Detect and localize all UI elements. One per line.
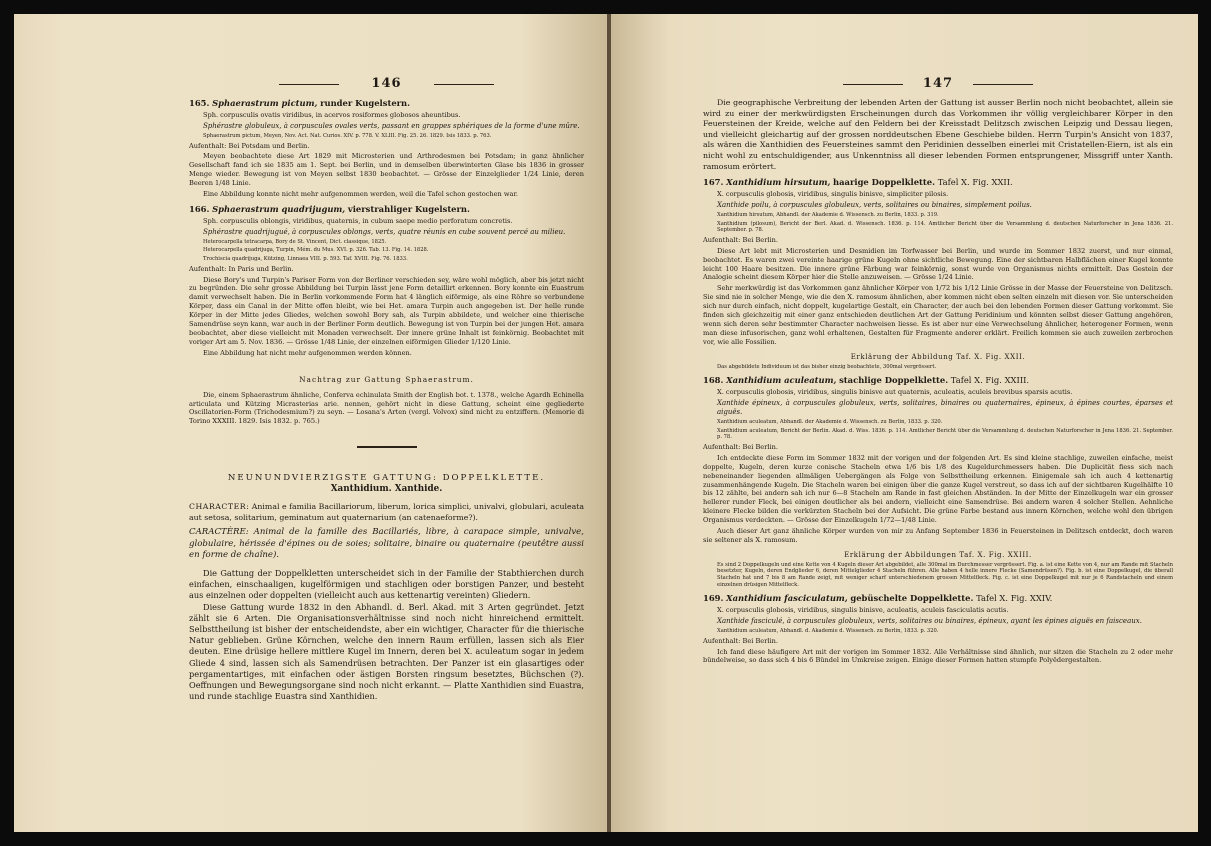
book-spread <box>14 14 1198 832</box>
synonym-reference: Sphaerastrum pictum, Meyen, Nov. Act. Nat. Curios. XIV. p. 778. V. XLIII. Fig. 25. 26. 1829. Isis 1833. p. 763. <box>203 132 492 139</box>
species-heading <box>189 98 584 109</box>
synonym-reference: Heterocarpella quadrijuga, Turpin, Mém. du Mus. XVI. p. 326. Tab. 13. Fig. 14. 1828. <box>203 247 429 254</box>
habitat: Aufenthalt: Bei Potsdam und Berlin. <box>189 141 310 150</box>
species-name: Xanthidium hirsutum, <box>726 177 831 188</box>
synonym-reference: Xanthidium aculeatum, Abhandl. d. Akademie d. Wissensch. zu Berlin, 1833. p. 320. <box>717 628 939 635</box>
species-heading <box>703 593 1173 604</box>
species-common-name: haarige Doppelklette. <box>833 177 936 188</box>
latin-diagnosis: Sph. corpusculis ovatis viridibus, in acervos rosiformes globosos aheuntibus. <box>203 111 461 119</box>
genus-subtitle: Xanthidium. Xanthide. <box>330 484 443 495</box>
page-number-header <box>703 76 1173 92</box>
species-number: 167. <box>703 177 724 188</box>
french-diagnosis: Xanthide épineux, à corpuscules globuleux, verts, solitaires, binaires ou quaternaires, épineux, à épines courtes, éparses et aiguës. <box>717 399 1173 417</box>
species-heading <box>703 177 1173 188</box>
right-page-content <box>703 76 1173 667</box>
synonym-reference: Xanthidium aculeatum, Bericht der Berlin. Akad. d. Wiss. 1836. p. 114. Amtlicher Bericht über die Versammlung d. deutschen Naturforscher in Jena 1836. 21. September. p. 78. <box>717 427 1173 441</box>
character-label: CHARACTER: <box>189 502 250 512</box>
species-name: Xanthidium aculeatum, <box>726 375 837 386</box>
latin-diagnosis: X. corpusculis globosis, viridibus, singulis binisve aut quaternis, aculeatis, aculeis brevibus sparsis acutis. <box>717 388 1073 397</box>
species-description: Ich entdeckte diese Form im Sommer 1832 mit der vorigen und der folgenden Art. Es sind kleine stachlige, zuweilen einfache, meist doppelte, Kugeln, deren kurze conische Stacheln etwa 1/6 bis 1/8 des Kugeldurchmessers haben. Die Duplicität fiess sich nach nebeneinander liegenden allmäligen Uebergängen als Folge von Selbsttheilung erkennen. Einigemale sah ich auch 4 kettenartig zusammenhängende Kugeln. Die Stacheln waren bei einigen über die ganze Kugel verstreut, so dass ich auf der sichtbaren Kugelhälfte 10 bis 12 zählte, bei andern sah ich nur 6—8 Stacheln am Rande in fast gleichen Abständen. In der Mitte der Einzelkugeln war ein grosser hellerer runder Fleck, bei einigen deutlicher als bei andern, vielleicht eine Samendrüse. Bei andern waren 4 solcher Stellen. Aehnliche kleinere Flecke bilden die verkürzten Stacheln bei der Aufsicht. Die grüne Farbe bestand aus innern Körnchen, welche wohl den übrigen Organismus verdeckten. — Grösse der Einzelkugeln 1/72—1/48 Linie. <box>703 453 1173 525</box>
header-rule-left <box>843 84 903 85</box>
synonym-reference: Xanthidium (pilosum), Bericht der Berl. Akad. d. Wissensch. 1836. p. 114. Amtlicher Bericht über die Versammlung d. deutschen Naturforscher in Jena 1836. 21. September. p. 78. <box>717 220 1173 234</box>
figure-caption-title: Erklärung der Abbildung Taf. X. Fig. XXII. <box>850 352 1026 361</box>
synonym-reference: Trochiscia quadrijuga, Kützing, Linnaea VIII. p. 593. Taf. XVIII. Fig. 76. 1833. <box>203 256 408 263</box>
species-description: Meyen beobachtete diese Art 1829 mit Microsterien und Arthrodesmen bei Potsdam; in ganz ähnlicher Gesellschaft fand ich sie 1835 am 1. Sept. bei Berlin, und in demselben überwinterten Glase bis 1836 in grosser Menge wieder. Bewegung ist von Meyen selbst 1830 beobachtet. — Grösse der Einzelglieder 1/24 Linie, deren Beeren 1/48 Linie. <box>189 152 584 188</box>
genus-description <box>189 568 584 702</box>
caractere-label: CARACTÈRE: <box>189 527 249 538</box>
figure-caption-title: Erklärung der Abbildungen Taf. X. Fig. XXIII. <box>844 550 1032 559</box>
header-rule-right <box>434 84 494 85</box>
synonym-reference: Heterocarpella tetracarpa, Bory de St. Vincent, Dict. classique, 1825. <box>203 238 387 245</box>
genus-paragraph: Diese Gattung wurde 1832 in den Abhandl. d. Berl. Akad. mit 3 Arten gegründet. Jetzt zählt sie 6 Arten. Die Organisationsverhältnisse sind noch nicht hinreichend ermittelt. Selbsttheilung ist bisher der entscheidendste, aber ein wichtiger, Character für die thierische Natur geblieben. Grüne Körnchen, welche den innern Raum erfüllen, lassen sich als Eier deuten. Eine drüsige hellere mittlere Kugel im Innern, deren bei X. aculeatum sogar in jedem Gliede 4 sind, lassen sich als Samendrüsen betrachten. Der Panzer ist ein glasartiges oder pergamentartiges, mit einfachen oder ästigen Borsten ringsum besetztes, Büchschen (?). Oeffnungen und Bewegungsorgane sind noch nicht erkannt. — Platte Xanthidien sind Euastra, und runde stachlige Euastra sind Xanthidien. <box>189 601 584 702</box>
plate-reference: Tafel X. Fig. XXII. <box>937 177 1013 188</box>
species-number: 166. <box>189 203 210 214</box>
genus-caractere <box>189 527 584 562</box>
right-page <box>611 14 1198 832</box>
genus-paragraph: Die Gattung der Doppelkletten unterscheidet sich in der Familie der Stabthierchen durch einfachen, einschaaligen, kugelförmigen und stachligen oder borstigen Panzer, und besteht aus einzelnen oder doppelten (vielleicht auch aus kettenartig vereinten) Gliedern. <box>189 568 584 601</box>
species-name: Sphaerastrum pictum, <box>212 98 318 108</box>
latin-diagnosis: X. corpusculis globosis, viridibus, singulis binisve, aculeatis, aculeis fasciculatis acutis. <box>717 606 1009 615</box>
synonym-reference: Xanthidium aculeatum, Abhandl. der Akademie d. Wissensch. zu Berlin, 1833. p. 320. <box>717 419 943 426</box>
habitat: Aufenthalt: In Paris und Berlin. <box>189 264 294 273</box>
species-heading <box>703 375 1173 386</box>
latin-diagnosis: X. corpusculis globosis, viridibus, singulis binisve, simpliciter pilosis. <box>717 190 949 199</box>
species-common-name: runder Kugelstern. <box>320 98 411 108</box>
addendum-body: Die, einem Sphaerastrum ähnliche, Conferva echinulata Smith der English bot. t. 1378., welche Agardh Echinella articulata und Kützing Micrasterias arie. nennen, gehört nicht in diese Gattung, scheint eine gegliederte Oscillatorien-Form (Trichodesmium?) zu seyn. — Losana's Arten (vergl. Volvox) sind nicht zu entziffern. (Memorie di Torino XXXIII. 1829. Isis 1832. p. 765.) <box>189 390 584 426</box>
plate-reference: Tafel X. Fig. XXIII. <box>950 375 1030 386</box>
character-text: Animal e familia Bacillariorum, liberum, lorica simplici, univalvi, globulari, aculeata aut setosa, solitarium, geminatum aut quaternarium (an catenaeforme?). <box>189 502 584 522</box>
french-diagnosis: Xanthide fasciculé, à corpuscules globuleux, verts, solitaires ou binaires, épineux, ayant les épines aiguës en faisceaux. <box>717 617 1142 626</box>
species-description: Diese Art lebt mit Microsterien und Desmidien im Torfwasser bei Berlin, und wurde im Sommer 1832 zuerst, und nur einmal, beobachtet. Es waren zwei vereinte haarige grüne Kugeln ohne sichtliche Bewegung. Eine der sichtbaren Halbflächen einer Kugel konnte leicht 100 Haare besitzen. Die innere grüne Färbung war feinkörnig, sonst wurde von Organismus nichts ermittelt. Das Gestein der Analogie scheint diesem Körper hier die Stelle anzuweisen. — Grösse 1/24 Linie. <box>703 246 1173 282</box>
species-description: Diese Bory's und Turpin's Pariser Form von der Berliner verschieden sey, wäre wohl möglich, aber bis jetzt nicht zu begründen. Die sehr grosse Abbildung bei Turpin lässt jene Form detaillirt erkennen. Bory konnte ein Euastrum damit verwechselt haben. Die in Berlin vorkommende Form hat 4 länglich eiförmige, als eine Röhre so verbundene Körper, dass ein Canal in der Mitte offen bleibt, wie bei Het. amara Turpin auch angegeben ist. Der helle runde Körper in der Mitte jedes Gliedes, welchen sowohl Bory sah, als Turpin abbildete, und welcher eine thierische Samendrüse seyn kann, war auch in der Berliner Form deutlich. Bewegung ist von Turpin bei der jungen Het. amara beobachtet, aber diese vielleicht mit Monaden verwechselt. Der innere grüne Inhalt ist feinkörnig. Beobachtet mit voriger Art am 5. Nov. 1836. — Grösse 1/48 Linie, der einzelnen eiförmigen Glieder 1/120 Linie. <box>189 275 584 346</box>
caractere-text: Animal de la famille des Bacillariés, libre, à carapace simple, univalve, globulaire, hérissée d'épines ou de soies; solitaire, binaire ou quaternaire (peutêtre aussi en forme de chaîne). <box>189 527 585 561</box>
species-description: Auch dieser Art ganz ähnliche Körper wurden von mir zu Anfang September 1836 in Feuersteinen in Delitzsch entdeckt, doch waren sie seltener als X. ramosum. <box>703 527 1173 544</box>
left-page <box>14 14 609 832</box>
header-rule-left <box>279 84 339 85</box>
genus-title: NEUNUNDVIERZIGSTE GATTUNG: DOPPELKLETTE. <box>227 473 546 484</box>
habitat: Aufenthalt: Bei Berlin. <box>703 235 778 244</box>
plate-reference: Tafel X. Fig. XXIV. <box>976 593 1053 604</box>
species-common-name: vierstrahliger Kugelstern. <box>347 203 470 214</box>
page-number: 147 <box>922 76 954 91</box>
species-number: 165. <box>189 98 210 108</box>
addendum-title: Nachtrag zur Gattung Sphaerastrum. <box>299 374 474 384</box>
synonym-reference: Xanthidium hirsutum, Abhandl. der Akademie d. Wissensch. zu Berlin, 1833. p. 319. <box>717 212 939 219</box>
header-rule-right <box>973 84 1033 85</box>
species-name: Xanthidium fasciculatum, <box>726 593 848 604</box>
habitat: Aufenthalt: Bei Berlin. <box>703 636 778 645</box>
section-separator <box>357 446 417 448</box>
species-heading <box>189 204 584 215</box>
latin-diagnosis: Sph. corpusculis oblongis, viridibus, quaternis, in cubum saepe medio perforatum concretis. <box>203 216 513 225</box>
figure-caption-text: Es sind 2 Doppelkugeln und eine Kette von 4 Kugeln dieser Art abgebildet, alle 300mal im Durchmesser vergrössert. Fig. a. ist eine Kette von 4, nur am Rande mit Stacheln besetzter, Kugeln, deren Endglieder 6, deren Mittelglieder 4 Stacheln führen. Alle haben 4 helle innere Flecke (Samendrüsen?). Fig. b. ist eine Doppelkugel, die überall Stacheln hat und 7 bis 8 am Rande zeigt, mit weniger scharf unterschiedenem grossen Mittelfleck. Fig. c. ist eine Doppelkugel mit nur je 6 Randstacheln und einem einzelnen drüsigen Mittelfleck. <box>717 561 1173 588</box>
french-diagnosis: Sphérastre globuleux, à corpuscules ovales verts, passant en grappes sphériques de la forme d'une mûre. <box>203 121 580 130</box>
species-common-name: gebüschelte Doppelklette. <box>850 593 974 604</box>
french-diagnosis: Xanthide poilu, à corpuscules globuleux, verts, solitaires ou binaires, simplement poilus. <box>717 201 1032 210</box>
french-diagnosis: Sphérastre quadrijugué, à corpuscules oblongs, verts, quatre réunis en cube souvent percé au milieu. <box>203 227 566 236</box>
species-note: Eine Abbildung hat nicht mehr aufgenommen werden können. <box>203 348 412 357</box>
species-number: 168. <box>703 375 724 386</box>
species-description: Ich fand diese häufigere Art mit der vorigen im Sommer 1832. Alle Verhältnisse sind ähnlich, nur sitzen die Stacheln zu 2 oder mehr bündelweise, so dass sich 4 bis 6 Bündel im Umkreise zeigen. Einige dieser Formen hatten stumpfe Polyëdergestalten. <box>703 647 1173 665</box>
left-page-content <box>189 76 584 702</box>
species-common-name: stachlige Doppelklette. <box>839 375 949 386</box>
species-number: 169. <box>703 593 724 604</box>
species-description: Sehr merkwürdig ist das Vorkommen ganz ähnlicher Körper von 1/72 bis 1/12 Linie Grösse in der Masse der Feuersteine von Delitzsch. Sie sind nie in solcher Menge, wie die den X. ramosum ähnlichen, aber kommen nicht eben selten einzeln mit diesen vor. Sie unterscheiden sich nur durch einfach, nicht doppelt, kugelartige Gestalt, ein Character, der auch bei den lebenden Formen dieser Gattung vorkommt. Sie finden sich gleichzeitig mit einer ganz entschieden deutlichen Art der Gattung Peridinium und könnten selbst dieser Gattung angehören, wenn sich deren sehr bestimmter Character nachweisen liesse. Es ist aber nur eine Verwechselung ähnlicher, heterogener Formen, wenn man diese infusorischen, ganz wohl erhaltenen, Gestalten für Fragmente anderer erklärt. Freilich kommen sie auch zuweilen zerbrochen vor, wie alle Fossilien. <box>703 284 1173 346</box>
habitat: Aufenthalt: Bei Berlin. <box>703 442 778 451</box>
page-number-header <box>189 76 584 92</box>
species-note: Eine Abbildung konnte nicht mehr aufgenommen werden, weil die Tafel schon gestochen war. <box>203 190 518 199</box>
species-name: Sphaerastrum quadrijugum, <box>212 203 346 214</box>
genus-character <box>189 502 584 523</box>
intro-paragraph: Die geographische Verbreitung der lebenden Arten der Gattung ist ausser Berlin noch nicht beobachtet, allein sie wird zu einer der merkwürdigsten Erscheinungen durch das Vorkommen ihr völlig vergleichbarer Körper in den Feuersteinen der Kreide, welche auf den Feldern bei der Kreisstadt Delitzsch zwischen Leipzig und Dessau liegen, und vielleicht gleichartig auf der grossen norddeutschen Ebene Geschiebe bilden. Herrn Turpin's Ansicht von 1837, als wären die Xanthidien des Feuersteines sammt den Peridinien desselben einerlei mit Cristatellen-Eiern, ist als ein nicht wohl zu entschuldigender, aus Unkenntniss all dieser lebenden Formen entsprungener, Missgriff unter Xanth. ramosum erörtert. <box>703 98 1173 171</box>
page-number: 146 <box>371 76 402 91</box>
figure-caption-text: Das abgebildete Individuum ist das bisher einzig beobachtete, 300mal vergrössert. <box>717 363 937 370</box>
